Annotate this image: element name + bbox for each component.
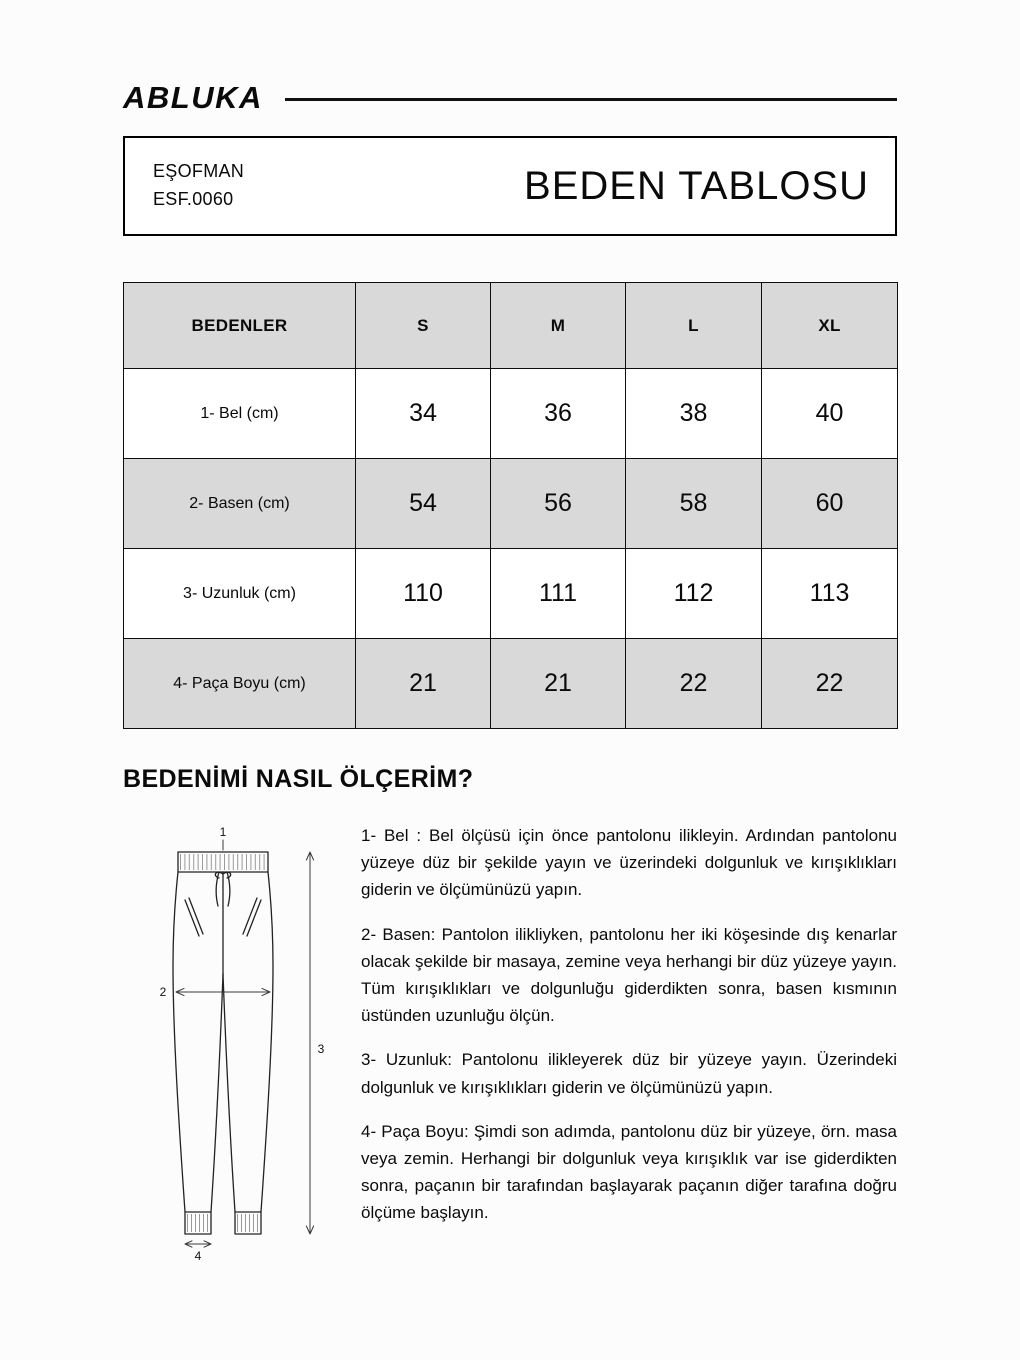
measure-instructions [361,822,897,1243]
size-cell: 111 [491,549,626,639]
title-box [123,136,897,236]
table-row-bel [124,369,898,459]
size-cell: 36 [491,369,626,459]
pants-diagram [123,824,348,1264]
page-content [123,0,897,1269]
size-cell: 113 [762,549,898,639]
size-cell: 22 [626,639,762,729]
measure-instruction-bel: 1- Bel : Bel ölçüsü için önce pantolonu ilikleyin. Ardından pantolonu yüzeye düz bir şekilde yayın ve üzerindeki dolgunluk ve kırışıklıkları giderin ve ölçümünüzü yapın. [361,826,897,900]
size-cell: 40 [762,369,898,459]
size-cell: 112 [626,549,762,639]
size-cell: 34 [356,369,491,459]
measure-4-label: 4 [194,1249,202,1263]
right-outer-seam [261,872,273,1212]
column-header-s: S [356,283,491,369]
size-cell: 110 [356,549,491,639]
measure-instruction-paca-boyu: 4- Paça Boyu: Şimdi son adımda, pantolonu düz bir yüzeye, örn. masa veya zemin. Herhangi bir dolgunluk veya kırışıklık var ise giderdikten sonra, paçanın bir tarafından başlayarak paçanın diğer tarafına doğru ölçüme başlayın. [361,1121,897,1223]
table-row-uzunluk [124,549,898,639]
brand-header [123,80,897,116]
size-cell: 21 [356,639,491,729]
row-label: 1- Bel (cm) [124,369,356,459]
measure-instruction-uzunluk: 3- Uzunluk: Pantolonu ilikleyerek düz bir yüzeye yayın. Üzerindeki dolgunluk ve kırışıklıkları giderin ve ölçümünüzü yapın. [361,1050,897,1097]
measure-3-line [306,852,313,1234]
product-code: ESF.0060 [153,189,234,209]
row-label: 4- Paça Boyu (cm) [124,639,356,729]
column-header-bedenler: BEDENLER [124,283,356,369]
measure-section [123,822,897,1269]
measure-section-heading: BEDENİMİ NASIL ÖLÇERİM? [123,765,474,793]
row-label: 3- Uzunluk (cm) [124,549,356,639]
size-cell: 60 [762,459,898,549]
page-title: BEDEN TABLOSU [524,163,869,208]
product-info [153,158,244,214]
left-inner-seam [211,974,223,1212]
table-row-basen [124,459,898,549]
size-cell: 58 [626,459,762,549]
column-header-l: L [626,283,762,369]
size-cell: 54 [356,459,491,549]
measure-4-line [185,1241,211,1247]
table-row-paca-boyu [124,639,898,729]
size-table [123,282,898,729]
column-header-m: M [491,283,626,369]
product-name: EŞOFMAN [153,161,245,182]
left-pocket [185,898,203,936]
right-inner-seam [223,974,235,1212]
brand-logo: ABLUKA [123,80,263,115]
header-rule [285,98,897,101]
measure-3-label: 3 [317,1042,325,1056]
left-outer-seam [173,872,185,1212]
size-cell: 21 [491,639,626,729]
column-header-xl: XL [762,283,898,369]
waistband [178,852,268,872]
measure-1-label: 1 [219,825,227,839]
size-cell: 22 [762,639,898,729]
right-pocket [243,898,261,936]
size-cell: 38 [626,369,762,459]
measure-2-label: 2 [159,985,167,999]
size-table-header-row [124,283,898,369]
measure-instruction-basen: 2- Basen: Pantolon ilikliyken, pantolonu her iki köşesinde dış kenarlar olacak şekilde bir masaya, zemine veya herhangi bir düz yüzeye yayın. Tüm kırışıklıkları ve dolgunluğu giderdikten sonra, basen kısmının üstünden uzunluğu ölçün. [361,924,897,1026]
diagram-wrap [123,822,353,1269]
row-label: 2- Basen (cm) [124,459,356,549]
size-cell: 56 [491,459,626,549]
